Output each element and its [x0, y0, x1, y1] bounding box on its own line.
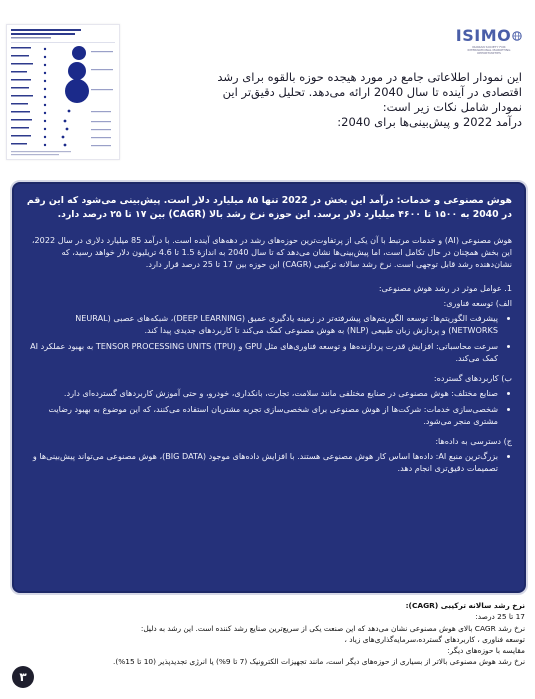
intro-line: اقتصادی در آینده تا سال 2040 ارائه می‌دهد. تحلیل دقیق‌تر این	[222, 85, 522, 99]
list-item: • بزرگ‌ترین منبع AI: داده‌ها اساس کار هوش مصنوعی هستند. با افزایش داده‌های موجود (BIG DATA)، هوش مصنوعی می‌تواند پیش‌بینی‌ها و تصمیمات دقیق‌تری انجام دهد.	[26, 450, 498, 474]
logo-subtitle: IRANIAN SOCIETY FOR INTERNATIONAL MARKETING OPPORTUNITIES	[467, 45, 511, 55]
chart-thumbnail	[6, 24, 120, 160]
cagr-notes	[40, 600, 525, 668]
notes-line: نرخ رشد CAGR بالای هوش مصنوعی نشان می‌دهد که این صنعت یکی از سریع‌ترین صنایع رشد کننده است. این رشد به دلیل:	[140, 623, 525, 633]
section-heading: 1. عوامل موثر در رشد هوش مصنوعی:	[378, 283, 512, 293]
list-item: • سرعت محاسباتی: افزایش قدرت پردازنده‌ها و توسعه فناوری‌های مثل GPU و TENSOR PROCESSING UNITS (TPU) به بهبود عملکرد AI کمک می‌کند.	[26, 340, 498, 364]
list-item: • صنایع مختلف: هوش مصنوعی در صنایع مختلفی مانند سلامت، تجارت، بانکداری، خودرو، و حتی آموزش کاربردهای گسترده‌ای دارد.	[26, 387, 498, 399]
subsection-heading: ب) کاربردهای گسترده:	[433, 373, 512, 383]
notes-line: 17 تا 25 درصد:	[475, 612, 525, 622]
logo-text: ISIMO	[455, 26, 512, 45]
bullet-list	[26, 450, 512, 474]
chart-thumbnail-graphic	[7, 25, 119, 159]
page-number: ۳	[12, 666, 34, 688]
notes-line: توسعه فناوری ، کاربردهای گسترده،سرمایه‌گذاری‌های زیاد ،	[344, 634, 525, 644]
panel-headline: هوش مصنوعی و خدمات: درآمد این بخش در 2022 تنها ۸۵ میلیارد دلار است. پیش‌بینی می‌شود که این رقم در 2040 به ۱۵۰۰ تا ۴۶۰۰ میلیارد دلار برسد. این حوزه نرخ رشد بالا (CAGR) بین ۱۷ تا ۲۵ درصد دارد.	[26, 195, 512, 220]
bullet-list	[26, 312, 512, 364]
list-item: • شخصی‌سازی خدمات: شرکت‌ها از هوش مصنوعی برای شخصی‌سازی تجربه مشتریان استفاده می‌کنند، که این موضوع به بهبود رضایت مشتری منجر می‌شود.	[26, 403, 498, 427]
intro-line: درآمد 2022 و پیش‌بینی‌ها برای 2040:	[337, 115, 522, 129]
subsection-heading: ج) دسترسی به داده‌ها:	[435, 436, 512, 446]
isimo-logo	[455, 26, 519, 66]
intro-line: نمودار شامل نکات زیر است:	[382, 100, 522, 114]
intro-text	[128, 70, 522, 130]
intro-line: این نمودار اطلاعاتی جامع در مورد هیجده حوزه بالقوه برای رشد	[217, 70, 522, 84]
panel-paragraph: هوش مصنوعی (AI) و خدمات مرتبط با آن یکی از پرتفاوت‌ترین حوزه‌های رشد در دهه‌های آینده است. با درآمد 85 میلیارد دلاری در سال 2022، این بخش همچنان در حال تکامل است، اما پیش‌بینی‌ها نشان می‌دهد که تا سال 2040 به اندازهٔ 1.5 تا 4.6 تریلیون دلار خواهد رسید، که نشان‌دهنده رشد قابل توجهی است. نرخ رشد سالانه ترکیبی (CAGR) این حوزه بین 17 تا 25 درصد قرار دارد.	[31, 235, 512, 269]
notes-line: مقایسه با حوزه‌های دیگر:	[447, 646, 525, 656]
notes-title: نرخ رشد سالانه ترکیبی (CAGR):	[405, 601, 525, 610]
ai-services-panel	[10, 180, 528, 595]
subsection-heading: الف) توسعه فناوری:	[443, 298, 512, 308]
bullet-list	[26, 387, 512, 427]
globe-icon	[512, 31, 522, 41]
list-item: • پیشرفت الگوریتم‌ها: توسعه الگوریتم‌های پیشرفته‌تر در زمینه یادگیری عمیق (DEEP LEARNING)، شبکه‌های عصبی (NEURAL NETWORKS) و پردازش زبان طبیعی (NLP) به هوش مصنوعی کمک می‌کند تا کاربردهای جدیدی پیدا کند.	[26, 312, 498, 336]
notes-line: نرخ رشد هوش مصنوعی بالاتر از بسیاری از حوزه‌های دیگر است، مانند تجهیزات الکترونیک (7 تا 9%) یا انرژی تجدیدپذیر (10 تا 15%).	[113, 657, 525, 667]
